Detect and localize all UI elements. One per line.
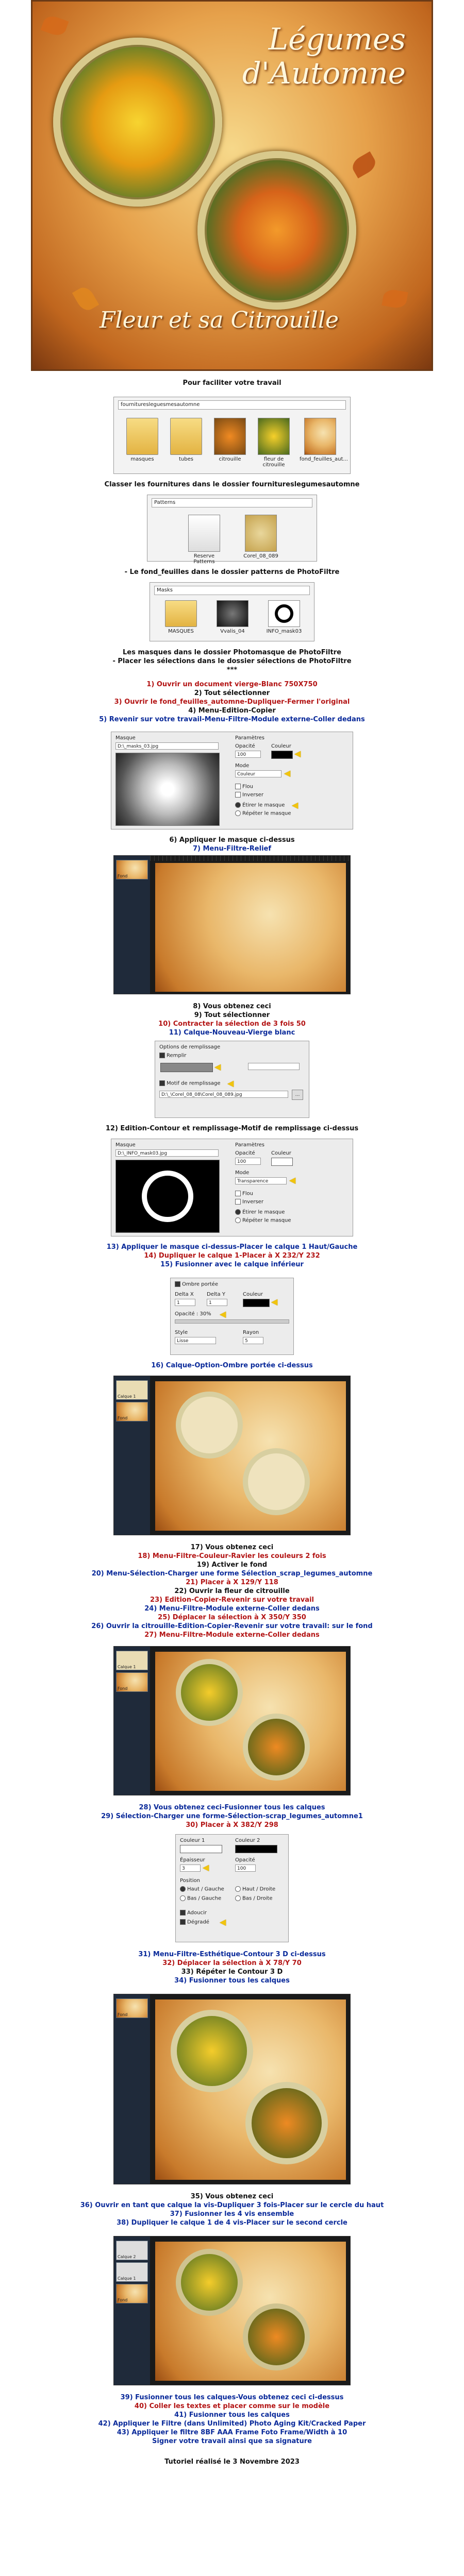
leaf-decoration	[382, 288, 408, 309]
canvas-preview	[155, 1999, 346, 2180]
circle-frame	[176, 1392, 243, 1459]
folder-icon	[126, 418, 158, 455]
fill-dialog	[155, 1041, 309, 1118]
explorer-window-masks	[150, 582, 314, 641]
shadow-dialog	[170, 1278, 294, 1355]
flou-checkbox[interactable]: Flou	[235, 784, 253, 790]
mask-preview	[115, 753, 220, 826]
banner-image	[31, 0, 433, 371]
ombre-checkbox[interactable]: Ombre portée	[175, 1281, 218, 1287]
repeter-radio[interactable]: Répéter le masque	[235, 810, 291, 817]
address-bar[interactable]: Masks	[154, 586, 310, 595]
flower-circle	[176, 2249, 243, 2316]
color-swatch[interactable]	[243, 1299, 270, 1307]
etirer-radio[interactable]: Étirer le masque	[235, 1209, 285, 1215]
layer-item[interactable]: Calque 1	[116, 1651, 148, 1670]
couleur1-label: Couleur 1	[180, 1838, 205, 1843]
leaf-decoration	[350, 151, 379, 178]
file-item[interactable]: INFO_mask03	[266, 600, 302, 634]
canvas-preview	[155, 863, 346, 992]
contour-3d-dialog	[175, 1834, 289, 1942]
file-item[interactable]: Corel_08_089	[240, 515, 281, 559]
position-label: Position	[180, 1878, 200, 1884]
rayon-field[interactable]: 5	[243, 1337, 263, 1344]
delta-y-field[interactable]: 1	[207, 1299, 227, 1306]
steps-6-7: 6) Appliquer le masque ci-dessus 7) Menu-Filtre-Relief	[169, 836, 295, 853]
masque-path-field[interactable]: D:\_masks_03.jpg	[115, 742, 219, 750]
repeter-radio[interactable]: Répéter le masque	[235, 1217, 291, 1224]
mask-dialog	[111, 732, 353, 829]
flower-icon	[258, 418, 290, 455]
file-icon	[188, 515, 220, 552]
step-b: - Le fond_feuilles dans le dossier patterns de PhotoFiltre	[124, 568, 340, 576]
remplir-checkbox[interactable]: Remplir	[159, 1053, 186, 1059]
param-label: Paramètres	[235, 735, 265, 741]
masque-path-field[interactable]: D:\_INFO_mask03.jpg	[115, 1149, 219, 1157]
flower-circle	[171, 2010, 253, 2092]
file-item[interactable]: tubes	[168, 418, 204, 462]
opacity-slider[interactable]	[175, 1319, 289, 1324]
layers-panel	[114, 1376, 150, 1535]
mask-preview	[115, 1160, 220, 1233]
file-item[interactable]: masques	[124, 418, 160, 462]
step-a: Classer les fournitures dans le dossier fournitureslegumesautomne	[104, 481, 360, 488]
color2-swatch[interactable]	[235, 1845, 277, 1853]
mask-dialog-2	[111, 1139, 353, 1236]
pattern-icon	[245, 515, 277, 552]
epaisseur-label: Épaisseur	[180, 1857, 205, 1863]
arrow-icon: ◀	[227, 1078, 234, 1088]
etirer-radio[interactable]: Étirer le masque	[235, 802, 285, 808]
file-item[interactable]: Reserve Patterns	[184, 515, 225, 565]
opacity-field[interactable]: 100	[235, 1158, 261, 1165]
layers-panel	[114, 1647, 150, 1795]
opacite-field[interactable]: 100	[235, 1865, 256, 1872]
epaisseur-field[interactable]: 3	[180, 1865, 201, 1872]
file-item[interactable]: MASQUES	[163, 600, 199, 634]
delta-x-field[interactable]: 1	[175, 1299, 195, 1306]
footer: Tutoriel réalisé le 3 Novembre 2023	[164, 2458, 300, 2466]
layers-panel	[114, 2236, 150, 2385]
leaf-decoration	[72, 284, 99, 314]
position-radio[interactable]: Haut / Droite	[235, 1886, 275, 1892]
file-item[interactable]: Vvalis_04	[214, 600, 251, 634]
ring-shape	[142, 1171, 193, 1222]
steps-31-34: 31) Menu-Filtre-Esthétique-Contour 3 D ci-dessus 32) Déplacer la sélection à X 78/Y 70 33) Répéter le Contour 3 D 34) Fusionner tous les calques	[138, 1951, 326, 1985]
banner-subtitle: Fleur et sa Citrouille	[100, 307, 339, 333]
opacity-label: Opacité	[235, 743, 255, 749]
file-item[interactable]: fleur de citrouille	[256, 418, 292, 468]
editor-screenshot-4	[113, 1994, 351, 2184]
layer-item[interactable]: Fond	[116, 1998, 148, 2018]
layer-item[interactable]: Calque 1	[116, 1380, 148, 1400]
couleur-label: Couleur	[271, 743, 291, 749]
fill-color-swatch[interactable]	[160, 1063, 213, 1072]
image-icon	[304, 418, 336, 455]
delta-x-label: Delta X	[175, 1292, 194, 1297]
arrow-icon: ◀	[220, 1917, 226, 1927]
layers-panel	[114, 856, 150, 994]
file-item[interactable]: citrouille	[212, 418, 248, 462]
mask-icon	[217, 600, 248, 627]
arrow-icon: ◀	[271, 1297, 278, 1307]
steps-8-11: 8) Vous obtenez ceci 9) Tout sélectionner 10) Contracter la sélection de 3 fois 50 11) Calque-Nouveau-Vierge blanc	[158, 1003, 306, 1037]
mode-label: Mode	[235, 763, 250, 769]
folder-icon	[170, 418, 202, 455]
banner-title: Légumes d'Automne	[242, 22, 406, 91]
layer-item[interactable]: Fond	[116, 860, 148, 879]
address-bar[interactable]: fournituresleguesmesautomne	[118, 400, 346, 410]
pumpkin-circle	[245, 2082, 328, 2164]
layer-item[interactable]: Calque 1	[116, 2262, 148, 2282]
explorer-window-patterns	[147, 495, 317, 565]
color-swatch[interactable]	[271, 1158, 293, 1166]
arrow-icon: ◀	[289, 1175, 296, 1185]
explorer-window-fournitures	[113, 397, 351, 474]
motif-checkbox[interactable]: Motif de remplissage	[159, 1080, 221, 1087]
steps-39-43: 39) Fusionner tous les calques-Vous obtenez ceci ci-dessus 40) Coller les textes et placer comme sur le modèle 41) Fusionner tous les calques 42) Appliquer le Filtre (dans Unlimited) Photo Aging Kit/Cracked Paper 43) Appliquer le filtre 8BF AAA Frame Foto Frame/Width à 10 Signer votre travail ainsi que sa signature	[98, 2394, 366, 2445]
fill-mode-select[interactable]	[248, 1063, 300, 1070]
opacity-label: Opacité : 30%	[175, 1311, 211, 1317]
step-16: 16) Calque-Option-Ombre portée ci-dessus	[151, 1362, 313, 1369]
mode-select[interactable]: Couleur	[235, 770, 281, 777]
color1-swatch[interactable]	[180, 1845, 222, 1853]
masque-label: Masque	[115, 1142, 136, 1148]
inverse-checkbox[interactable]: Inverser	[235, 792, 263, 798]
mode-label: Mode	[235, 1170, 250, 1176]
opacite-label: Opacité	[235, 1857, 255, 1863]
color-swatch[interactable]	[271, 751, 293, 759]
layer-item[interactable]: Calque 2	[116, 2241, 148, 2260]
opacity-label: Opacité	[235, 1150, 255, 1156]
flower-circle	[53, 38, 222, 207]
pumpkin-circle	[197, 151, 356, 310]
position-radio[interactable]: Bas / Gauche	[180, 1895, 221, 1902]
file-item[interactable]: fond_feuilles_aut...	[300, 418, 341, 462]
pumpkin-circle	[243, 2303, 310, 2370]
arrow-icon: ◀	[284, 768, 291, 778]
editor-screenshot-1	[113, 855, 351, 994]
canvas-preview	[155, 1381, 346, 1531]
ruler	[150, 856, 351, 861]
arrow-icon: ◀	[203, 1862, 209, 1872]
param-label: Paramètres	[235, 1142, 265, 1148]
browse-button[interactable]: …	[292, 1090, 303, 1100]
steps-28-30: 28) Vous obtenez ceci-Fusionner tous les calques 29) Sélection-Charger une forme-Sélection-scrap_legumes_automne1 30) Placer à X 382/Y 298	[101, 1804, 363, 1829]
pumpkin-icon	[214, 418, 246, 455]
inverse-checkbox[interactable]: Inverser	[235, 1199, 263, 1205]
intro-text: Pour faciliter votre travail	[183, 379, 281, 387]
arrow-icon: ◀	[294, 749, 301, 758]
steps-1-5: 1) Ouvrir un document vierge-Blanc 750X750 2) Tout sélectionner 3) Ouvrir le fond_feuilles_automne-Dupliquer-Fermer l'original 4) Menu-Edition-Copier 5) Revenir sur votre travail-Menu-Filtre-Module externe-Coller dedans	[99, 681, 365, 723]
flower-circle	[176, 1659, 243, 1726]
editor-screenshot-3	[113, 1646, 351, 1795]
arrow-icon: ◀	[220, 1309, 226, 1319]
mode-select[interactable]: Transparence	[235, 1177, 287, 1184]
couleur-label: Couleur	[243, 1292, 263, 1297]
leaf-decoration	[41, 13, 69, 38]
folder-icon	[165, 600, 197, 627]
arrow-icon: ◀	[214, 1062, 221, 1072]
couleur2-label: Couleur 2	[235, 1838, 260, 1843]
flou-checkbox[interactable]: Flou	[235, 1191, 253, 1197]
canvas-preview	[155, 1652, 346, 1791]
circle-frame	[243, 1448, 310, 1515]
couleur-label: Couleur	[271, 1150, 291, 1156]
position-radio[interactable]: Haut / Gauche	[180, 1886, 224, 1892]
delta-y-label: Delta Y	[207, 1292, 225, 1297]
rayon-label: Rayon	[243, 1330, 259, 1335]
canvas-preview	[155, 2242, 346, 2381]
opacity-field[interactable]: 100	[235, 751, 261, 758]
motif-path-field[interactable]: D:\_\Corel_08_08\Corel_08_089.jpg	[159, 1091, 288, 1098]
degrade-checkbox[interactable]: Dégradé	[180, 1919, 209, 1925]
arrow-icon: ◀	[292, 800, 299, 810]
steps-13-15: 13) Appliquer le masque ci-dessus-Placer le calque 1 Haut/Gauche 14) Dupliquer le calque 1-Placer à X 232/Y 232 15) Fusionner avec le calque inférieur	[106, 1243, 358, 1268]
layer-item[interactable]: Fond	[116, 2284, 148, 2303]
pumpkin-circle	[243, 1714, 310, 1781]
layer-item[interactable]: Fond	[116, 1402, 148, 1421]
masque-label: Masque	[115, 735, 136, 741]
steps-17-27: 17) Vous obtenez ceci 18) Menu-Filtre-Couleur-Ravier les couleurs 2 fois 19) Activer le fond 20) Menu-Sélection-Charger une forme Sélection_scrap_legumes_automne 21) Placer à X 129/Y 118 22) Ouvrir la fleur de citrouille 23) Edition-Copier-Revenir sur votre travail 24) Menu-Filtre-Module externe-Coller dedans 25) Déplacer la sélection à X 350/Y 350 26) Ouvrir la citrouille-Edition-Copier-Revenir sur votre travail: sur le fond 27) Menu-Filtre-Module externe-Coller dedans	[91, 1544, 373, 1639]
layers-panel	[114, 1994, 150, 2184]
notes: Les masques dans le dossier Photomasque de PhotoFiltre - Placer les sélections dans le dossier sélections de PhotoFiltre ***	[112, 649, 352, 674]
mask-icon	[268, 600, 300, 627]
address-bar[interactable]: Patterns	[152, 498, 312, 507]
editor-screenshot-5	[113, 2236, 351, 2385]
editor-screenshot-2	[113, 1376, 351, 1535]
adoucir-checkbox[interactable]: Adoucir	[180, 1910, 207, 1916]
fill-title: Options de remplissage	[159, 1044, 221, 1050]
steps-35-38: 35) Vous obtenez ceci 36) Ouvrir en tant que calque la vis-Dupliquer 3 fois-Placer sur le cercle du haut 37) Fusionner les 4 vis ensemble 38) Dupliquer le calque 1 de 4 vis-Placer sur le second cercle	[80, 2193, 384, 2227]
style-select[interactable]: Lisse	[175, 1337, 216, 1344]
layer-item[interactable]: Fond	[116, 1672, 148, 1692]
step-12: 12) Edition-Contour et remplissage-Motif de remplissage ci-dessus	[105, 1125, 359, 1132]
position-radio[interactable]: Bas / Droite	[235, 1895, 273, 1902]
style-label: Style	[175, 1330, 188, 1335]
